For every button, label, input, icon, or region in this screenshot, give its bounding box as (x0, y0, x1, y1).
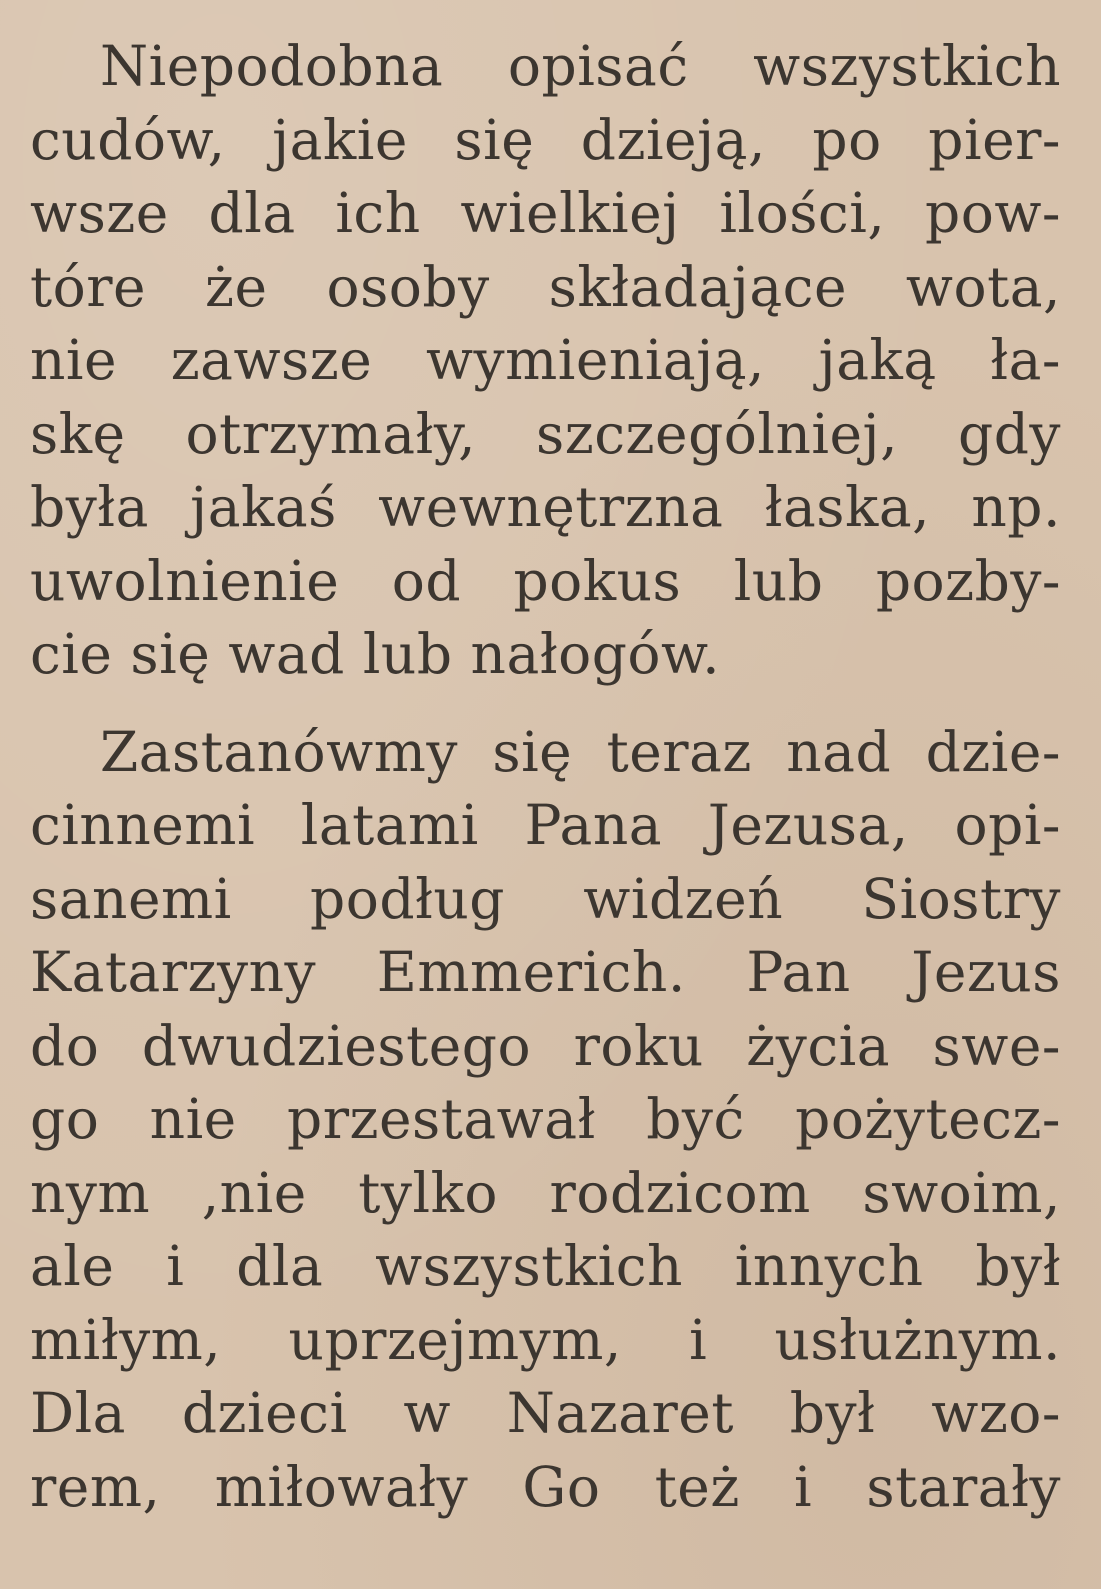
text-line: cudów, jakie się dzieją, po pier- (30, 107, 1061, 172)
text-line: wsze dla ich wielkiej ilości, pow- (30, 181, 1061, 245)
text-line: sanemi podług widzeń Siostry (30, 866, 1061, 931)
text-line: nie zawsze wymieniają, jaką ła- (30, 328, 1061, 392)
text-line: uwolnienie od pokus lub pozby- (30, 548, 1061, 613)
paragraph-2 (30, 716, 1061, 1525)
paragraph-1 (30, 30, 1061, 692)
text-line: ale i dla wszystkich innych był (30, 1234, 1061, 1298)
text-line: cie się wad lub nałogów. (30, 622, 721, 686)
text-line: rem, miłowały Go też i starały (30, 1454, 1061, 1519)
text-line: Zastanówmy się teraz nad dzie- (100, 719, 1061, 784)
text-line: miłym, uprzejmym, i usłużnym. (30, 1307, 1061, 1372)
text-line: tóre że osoby składające wota, (30, 254, 1061, 319)
text-line: go nie przestawał być pożytecz- (30, 1087, 1061, 1151)
document-page (0, 30, 1101, 1589)
text-line: skę otrzymały, szczególniej, gdy (30, 401, 1061, 466)
text-line: Niepodobna opisać wszystkich (100, 34, 1061, 98)
text-line: cinnemi latami Pana Jezusa, opi- (30, 793, 1061, 857)
text-line: Katarzyny Emmerich. Pan Jezus (30, 940, 1061, 1004)
text-line: do dwudziestego roku życia swe- (30, 1013, 1061, 1078)
text-line: była jakaś wewnętrzna łaska, np. (30, 475, 1061, 539)
text-line: nym ,nie tylko rodzicom swoim, (30, 1160, 1061, 1225)
text-line: Dla dzieci w Nazaret był wzo- (30, 1381, 1061, 1445)
